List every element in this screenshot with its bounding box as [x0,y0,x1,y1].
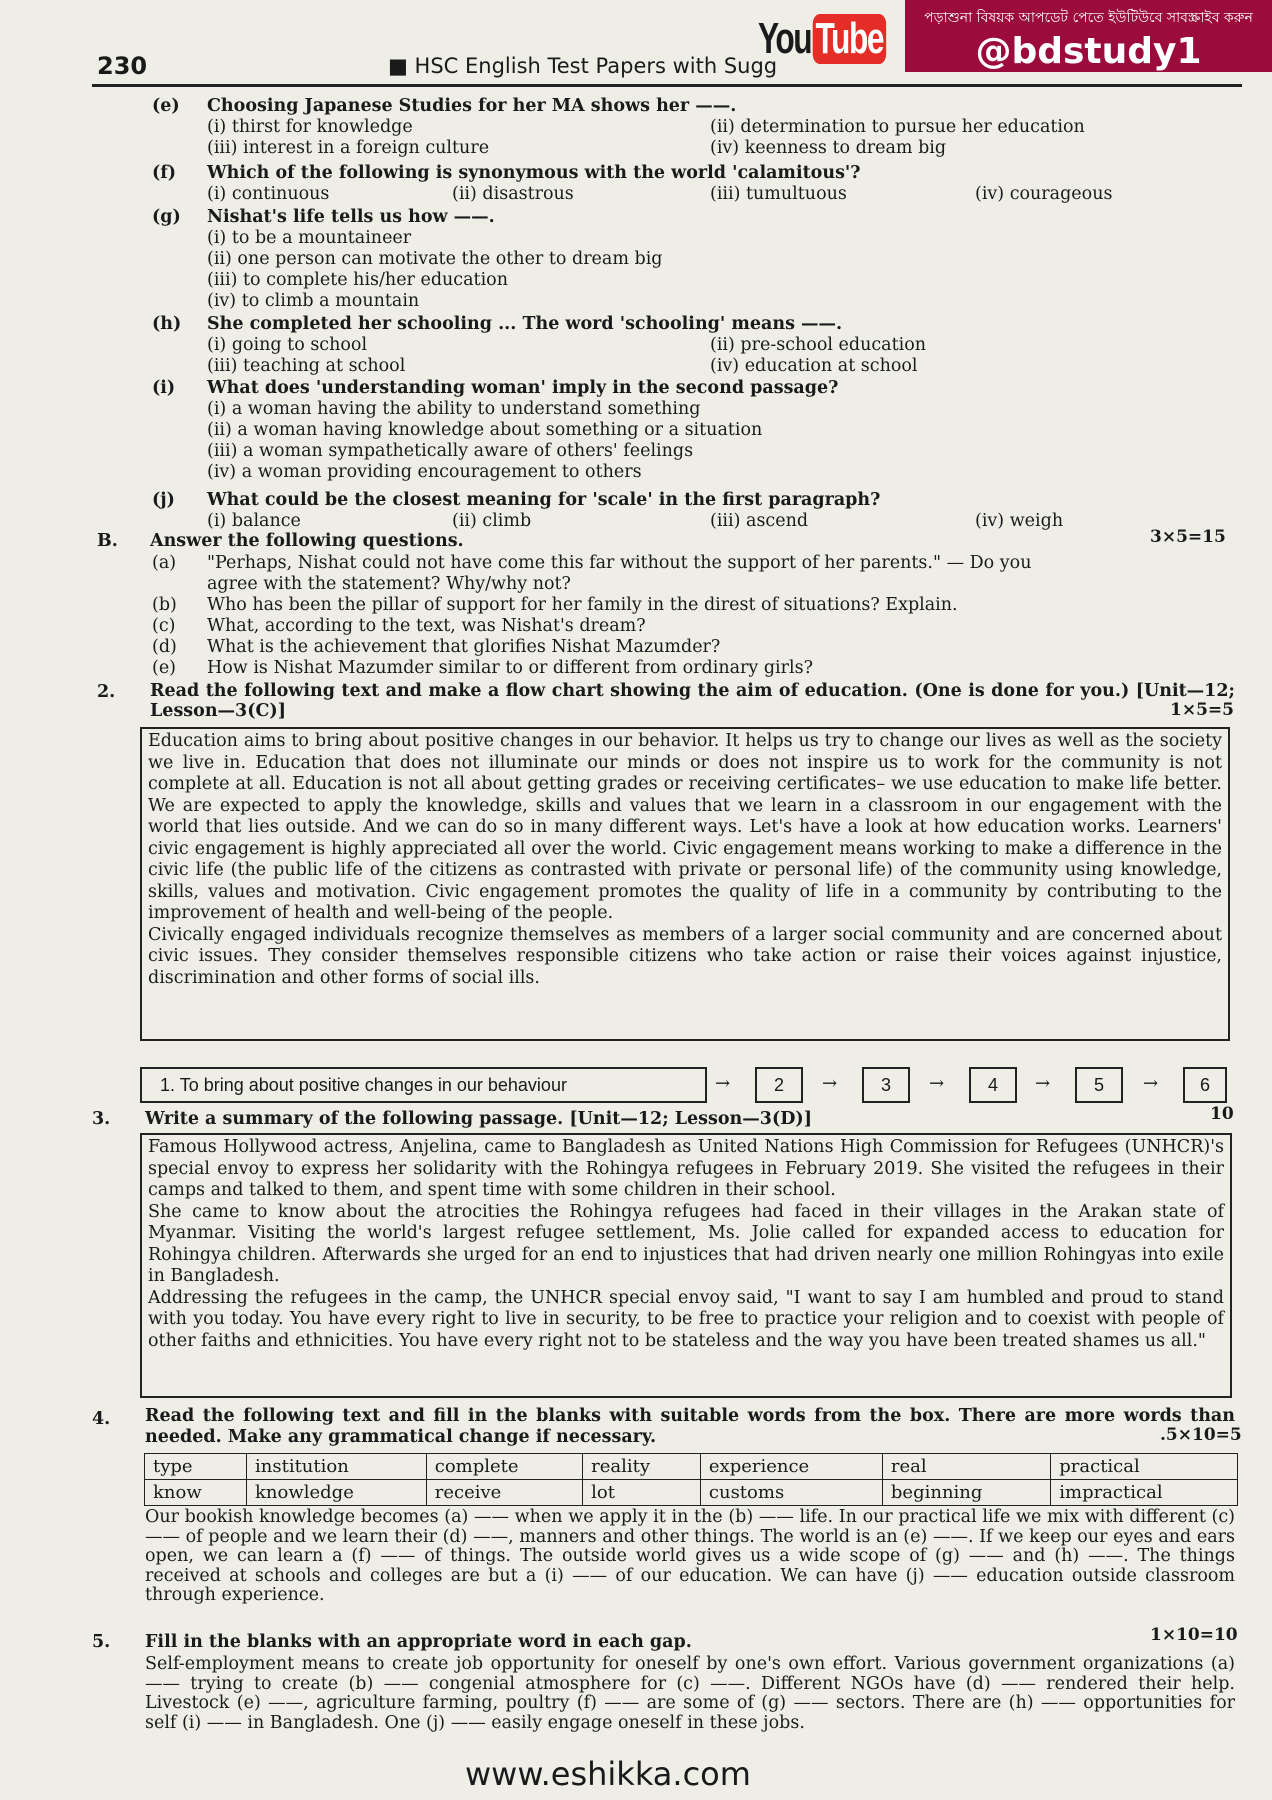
option: (iv) keenness to dream big [710,138,947,158]
option: (i) continuous [207,184,330,204]
youtube-tube: Tube [813,14,886,64]
option: (iv) courageous [975,184,1113,204]
option: (i) balance [207,511,301,531]
word-box-cell: beginning [882,1480,1050,1506]
word-box-cell: lot [583,1480,701,1506]
word-box-cell: impractical [1051,1480,1238,1506]
option: (ii) climb [452,511,532,531]
word-box-row [145,1454,1238,1480]
option: (ii) one person can motivate the other to dream big [207,249,663,269]
word-box-cell: type [145,1454,247,1480]
item-text: What, according to the text, was Nishat's dream? [207,616,646,636]
arrow-icon: → [1035,1073,1051,1094]
q2-paragraph: Civically engaged individuals recognize themselves as members of a larger social community and are concerned about civic issues. They consider themselves responsible citizens who take action or raise their voices against injustice, discrimination and other forms of social ills. [148,924,1222,988]
option: (iv) weigh [975,511,1064,531]
q2-paragraph: Education aims to bring about positive changes in our behavior. It helps us try to change our lives as well as the society we live in. Education that does not illuminate our minds or does not inspire us to work for the community is not complete at all. Education is not all about getting grades or receiving certificates– we use education to make life better. We are expected to apply the knowledge, skills and values that we learn in a classroom in our engagement with the world that lies outside. And we can do so in many different ways. Let's have a look at how education works. Learners' civic engagement is highly appreciated all over the world. Civic engagement means working to make a difference in the civic life (the public life of the citizens as contrasted with private or personal life) of the community using knowledge, skills, values and motivation. Civic engagement promotes the quality of life in a community by contributing to the improvement of health and well-being of the people. [148,731,1222,923]
question-text: What could be the closest meaning for 'scale' in the first paragraph? [207,490,881,510]
q2-passage-box [140,727,1230,1041]
item-label: (b) [152,595,177,615]
option: (i) thirst for knowledge [207,117,413,137]
word-box-cell: reality [583,1454,701,1480]
flow-step-2: 2 [755,1067,803,1103]
option: (i) a woman having the ability to understand something [207,399,701,419]
option: (ii) pre-school education [710,335,927,355]
option: (ii) determination to pursue her education [710,117,1085,137]
q4-marks: .5×10=5 [1160,1425,1242,1445]
q5-number: 5. [92,1632,111,1652]
arrow-icon: → [1143,1073,1159,1094]
option: (i) going to school [207,335,368,355]
question-label: (h) [152,314,182,334]
arrow-icon: → [822,1073,838,1094]
youtube-logo [758,14,886,64]
word-box-cell: know [145,1480,247,1506]
q3-number: 3. [92,1109,111,1129]
word-box [144,1453,1238,1506]
item-label: (d) [152,637,177,657]
word-box-cell: practical [1051,1454,1238,1480]
flow-step-1: 1. To bring about positive changes in our behaviour [140,1067,707,1103]
option: (iii) tumultuous [710,184,847,204]
question-text: Choosing Japanese Studies for her MA shows her ——. [207,96,737,116]
question-label: (g) [152,207,181,227]
option: (ii) a woman having knowledge about something or a situation [207,420,763,440]
q3-paragraph: Famous Hollywood actress, Anjelina, came to Bangladesh as United Nations High Commission for Refugees (UNHCR)'s special envoy to express her solidarity with the Rohingya refugees in February 2019. She visited the refugees in their camps and talked to them, and spent time with some children in their school. [148,1137,1224,1200]
section-b-label: B. [97,531,118,551]
item-text: Who has been the pillar of support for her family in the direst of situations? Explain. [207,595,958,615]
option: (ii) disastrous [452,184,574,204]
book-title: ■ HSC English Test Papers with Sugg [388,54,778,78]
word-box-cell: institution [247,1454,427,1480]
option: (iii) ascend [710,511,809,531]
item-label: (c) [152,616,176,636]
q3-marks: 10 [1210,1104,1234,1124]
option: (iv) to climb a mountain [207,291,420,311]
q5-marks: 1×10=10 [1150,1625,1238,1645]
flow-step-5: 5 [1075,1067,1123,1103]
word-box-cell: real [882,1454,1050,1480]
q4-passage: Our bookish knowledge becomes (a) —— when we apply it in the (b) —— life. In our practical life we mix with different (c) —— of people and we learn their (d) ——, manners and other things. The world is an (e) ——. If we keep our eyes and ears open, we can learn a (f) —— of things. The outside world gives us a wide scope of (g) —— and (h) ——. The things received at schools and colleges are but a (i) —— of our education. We can have (j) —— education outside classroom through experience. [145,1507,1235,1605]
option: (iv) education at school [710,356,918,376]
banner-text: পড়াশুনা বিষয়ক আপডেট পেতে ইউটিউবে সাবস্ক্রাইব করুন [924,10,1253,26]
q5-passage: Self-employment means to create job opportunity for oneself by one's own effort. Various government organizations (a) —— trying to create (b) —— congenial atmosphere for (c) ——. Different NGOs have (d) —— rendered their help. Livestock (e) ——, agriculture farming, poultry (f) —— are some of (g) —— sectors. There are (h) —— opportunities for self (i) —— in Bangladesh. One (j) —— easily engage oneself in these jobs. [145,1654,1235,1733]
youtube-you: You [758,14,812,63]
book-title-text: HSC English Test Papers with Sugg [414,54,778,78]
option: (iv) a woman providing encouragement to others [207,462,642,482]
word-box-cell: experience [700,1454,882,1480]
option: (i) to be a mountaineer [207,228,412,248]
q3-passage-box [140,1133,1232,1398]
q2-marks: 1×5=5 [1170,700,1234,720]
flow-step-6: 6 [1183,1067,1227,1103]
option: (iii) teaching at school [207,356,406,376]
item-text: What is the achievement that glorifies Nishat Mazumder? [207,637,721,657]
q4-number: 4. [92,1409,111,1429]
question-label: (f) [152,163,177,183]
arrow-icon: → [929,1073,945,1094]
q2-number: 2. [97,682,116,702]
question-label: (i) [152,378,176,398]
question-text: Nishat's life tells us how ——. [207,207,495,227]
q2-title: Read the following text and make a flow chart showing the aim of education. (One is done for you.) [Unit—12; Lesson—3(C)] [150,681,1235,721]
channel-banner [905,0,1272,72]
question-text: She completed her schooling ... The word 'schooling' means ——. [207,314,843,334]
question-text: Which of the following is synonymous with the world 'calamitous'? [207,163,861,183]
q5-title: Fill in the blanks with an appropriate word in each gap. [145,1632,692,1652]
q4-title: Read the following text and fill in the blanks with suitable words from the box. There are more words than needed. Make any grammatical change if necessary. [145,1406,1235,1447]
item-text: "Perhaps, Nishat could not have come this far without the support of her parents." — Do you [207,553,1032,573]
option: (iii) interest in a foreign culture [207,138,490,158]
question-label: (e) [152,96,180,116]
word-box-cell: receive [426,1480,582,1506]
word-box-row [145,1480,1238,1506]
q3-paragraph: She came to know about the atrocities the Rohingya refugees had faced in their villages in the Arakan state of Myanmar. Visiting the world's largest refugee settlement, Ms. Jolie called for expanded access to education for Rohingya children. Afterwards she urged for an end to injustices that had driven nearly one million Rohingyas into exile in Bangladesh. [148,1201,1224,1286]
q3-paragraph: Addressing the refugees in the camp, the UNHCR special envoy said, "I want to say I am humbled and proud to stand with you today. You have every right to live in security, to be free to practice your religion and to coexist with people of other faiths and ethnicities. You have every right not to be stateless and the way you have been treated shames us all." [148,1287,1224,1351]
item-text: agree with the statement? Why/why not? [207,574,571,594]
word-box-cell: customs [700,1480,882,1506]
option: (iii) a woman sympathetically aware of others' feelings [207,441,694,461]
section-b-title: Answer the following questions. [150,531,464,551]
flow-step-4: 4 [969,1067,1017,1103]
q3-title: Write a summary of the following passage. [Unit—12; Lesson—3(D)] [145,1109,812,1129]
channel-handle: @bdstudy1 [975,31,1202,72]
arrow-icon: → [715,1073,731,1094]
section-b-marks: 3×5=15 [1150,527,1226,547]
item-label: (e) [152,658,177,678]
question-text: What does 'understanding woman' imply in the second passage? [207,378,839,398]
footer-url: www.eshikka.com [465,1755,751,1793]
flow-step-3: 3 [862,1067,910,1103]
word-box-cell: knowledge [247,1480,427,1506]
page-number: 230 [97,52,148,80]
word-box-cell: complete [426,1454,582,1480]
item-text: How is Nishat Mazumder similar to or different from ordinary girls? [207,658,813,678]
header-divider [92,84,1242,87]
item-label: (a) [152,553,177,573]
option: (iii) to complete his/her education [207,270,508,290]
question-label: (j) [152,490,175,510]
